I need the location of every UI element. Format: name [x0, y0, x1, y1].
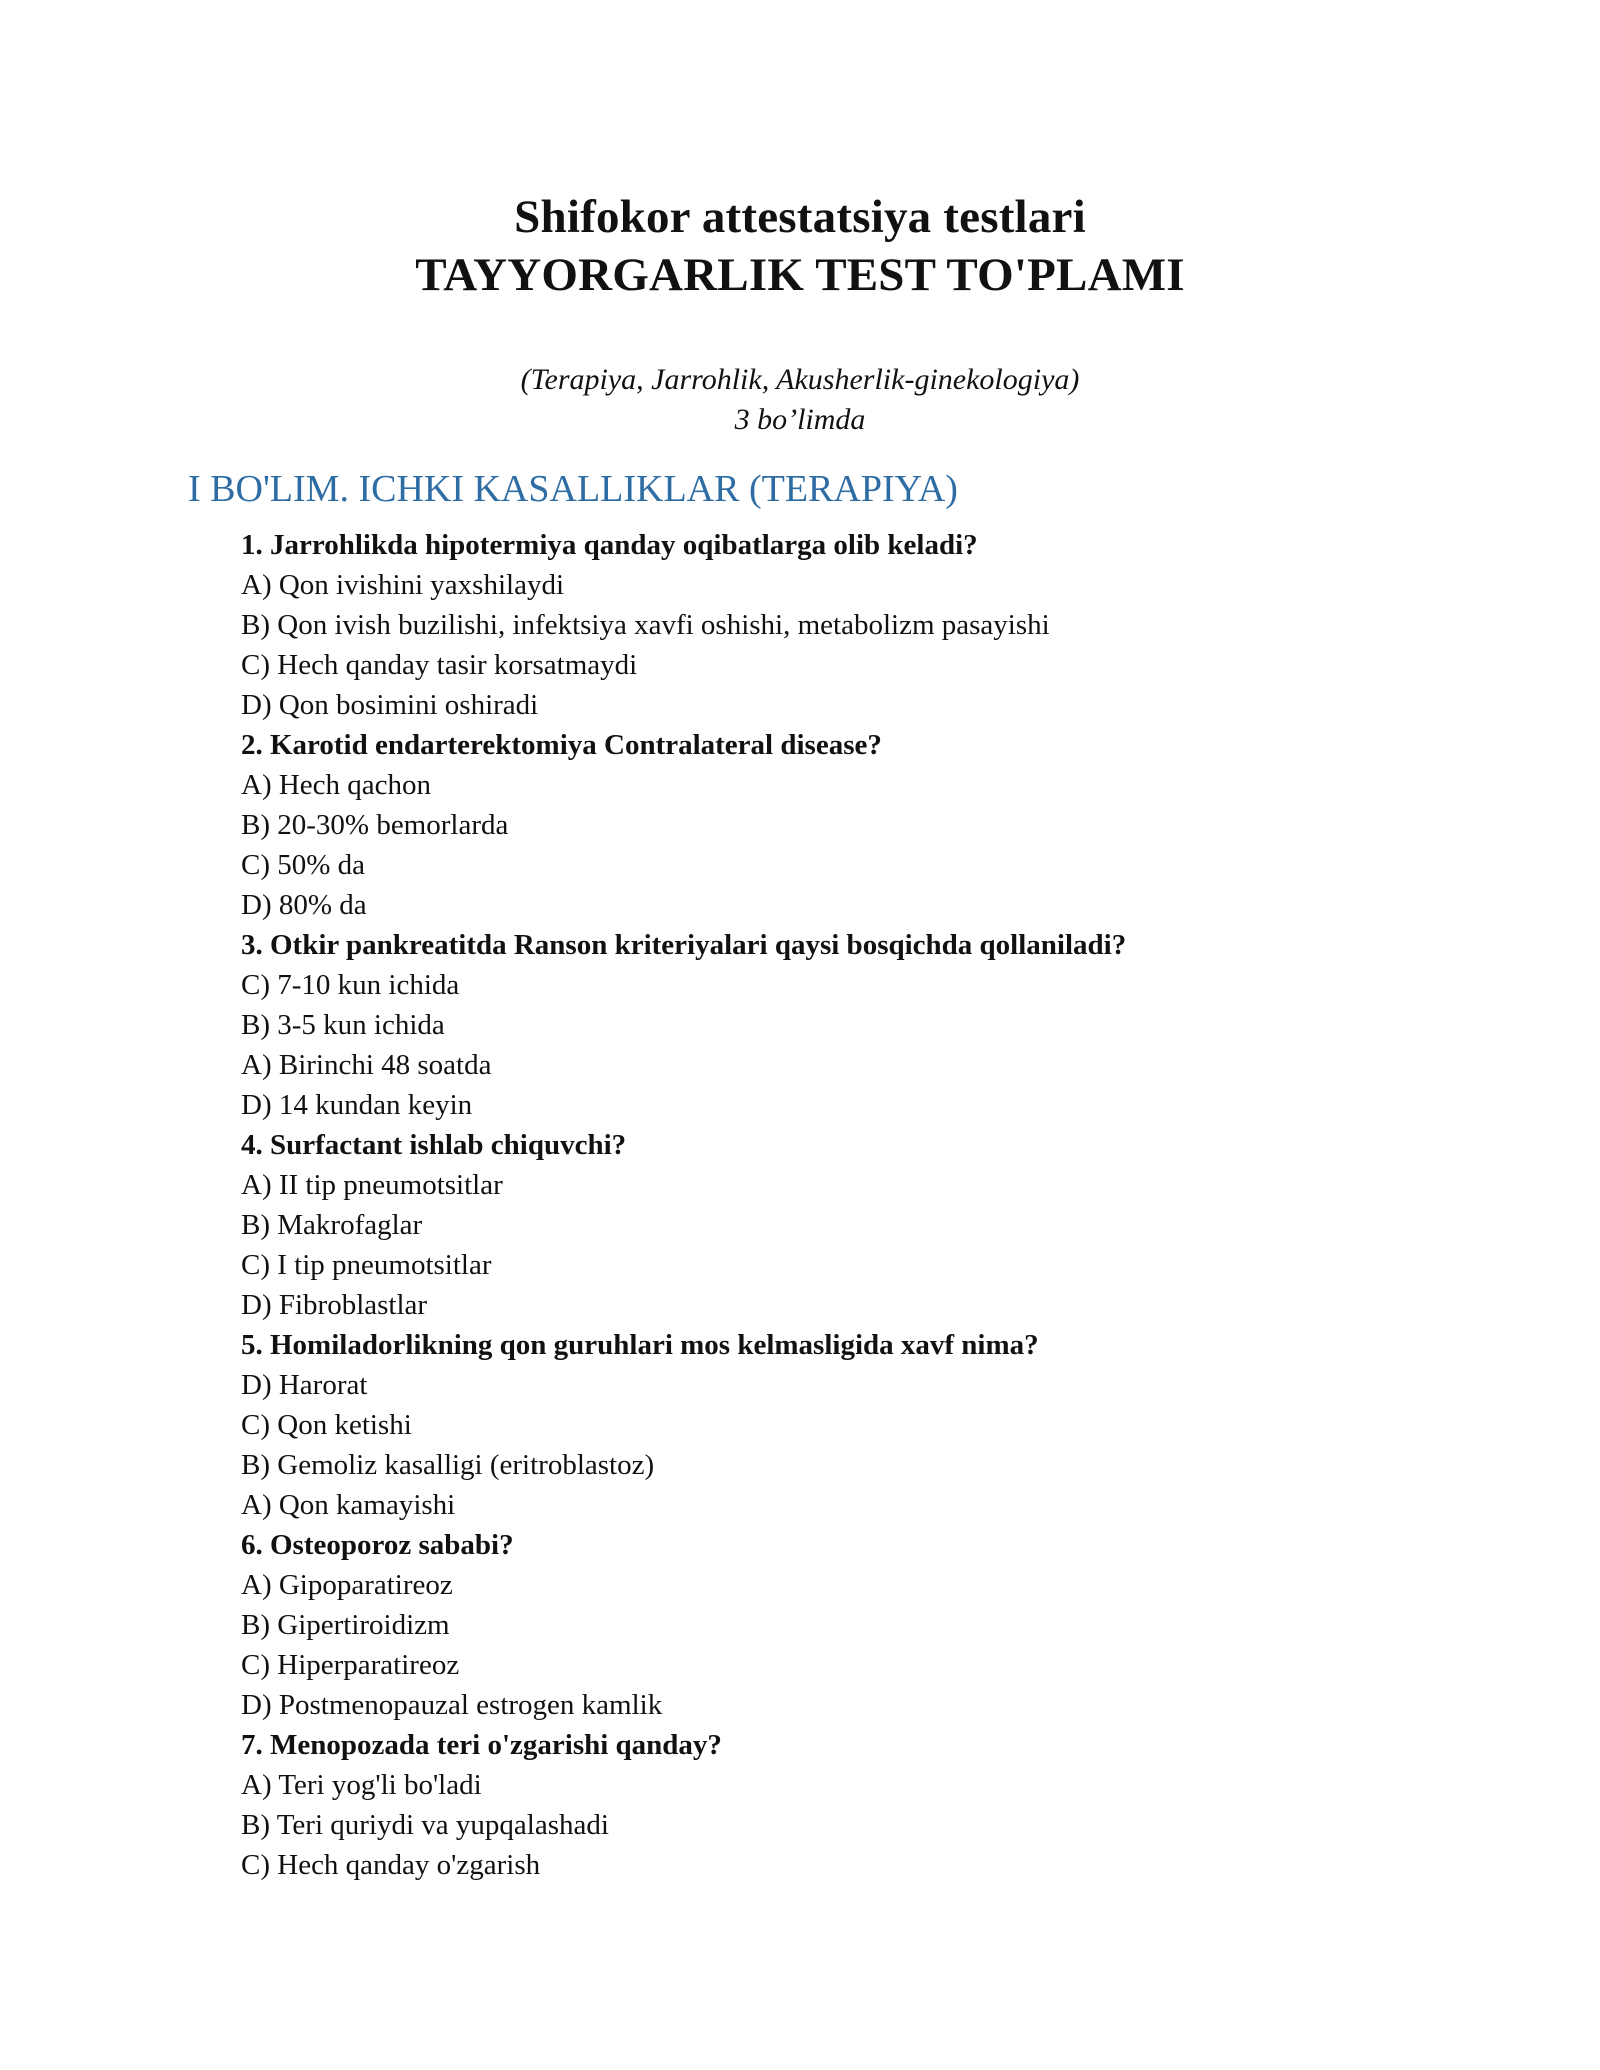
subject-list: (Terapiya, Jarrohlik, Akusherlik-ginekologiya): [520, 363, 1080, 396]
title-block: [0, 188, 1600, 304]
answer-option: C) I tip pneumotsitlar: [241, 1249, 492, 1281]
answer-option: C) Hiperparatireoz: [241, 1649, 460, 1681]
answer-option: B) Gemoliz kasalligi (eritroblastoz): [241, 1449, 655, 1481]
question-text: 5. Homiladorlikning qon guruhlari mos kelmasligida xavf nima?: [241, 1329, 1039, 1361]
question-text: 4. Surfactant ishlab chiquvchi?: [241, 1129, 627, 1161]
question-text: 3. Otkir pankreatitda Ranson kriteriyalari qaysi bosqichda qollaniladi?: [241, 929, 1127, 961]
answer-option: A) II tip pneumotsitlar: [241, 1169, 503, 1201]
answer-option: A) Teri yog'li bo'ladi: [241, 1769, 482, 1801]
answer-option: C) Qon ketishi: [241, 1409, 412, 1441]
question-text: 7. Menopozada teri o'zgarishi qanday?: [241, 1729, 722, 1761]
answer-option: C) 50% da: [241, 849, 366, 881]
section-count: 3 bo’limda: [734, 403, 866, 436]
document-title: Shifokor attestatsiya testlari: [514, 191, 1086, 243]
question-list: [241, 525, 1501, 1885]
answer-option: D) 80% da: [241, 889, 367, 921]
answer-option: C) 7-10 kun ichida: [241, 969, 460, 1001]
answer-option: D) Postmenopauzal estrogen kamlik: [241, 1689, 663, 1721]
answer-option: A) Hech qachon: [241, 769, 432, 801]
answer-option: B) Gipertiroidizm: [241, 1609, 450, 1641]
answer-option: B) 3-5 kun ichida: [241, 1009, 445, 1041]
answer-option: D) 14 kundan keyin: [241, 1089, 473, 1121]
question-text: 1. Jarrohlikda hipotermiya qanday oqibatlarga olib keladi?: [241, 529, 978, 561]
section-heading: I BO'LIM. ICHKI KASALLIKLAR (TERAPIYA): [188, 468, 958, 510]
answer-option: A) Qon ivishini yaxshilaydi: [241, 569, 565, 601]
answer-option: B) 20-30% bemorlarda: [241, 809, 509, 841]
answer-option: B) Makrofaglar: [241, 1209, 423, 1241]
answer-option: D) Fibroblastlar: [241, 1289, 428, 1321]
question-text: 6. Osteoporoz sababi?: [241, 1529, 514, 1561]
question-text: 2. Karotid endarterektomiya Contralateral disease?: [241, 729, 882, 761]
answer-option: B) Qon ivish buzilishi, infektsiya xavfi oshishi, metabolizm pasayishi: [241, 609, 1050, 641]
answer-option: A) Qon kamayishi: [241, 1489, 456, 1521]
answer-option: C) Hech qanday tasir korsatmaydi: [241, 649, 638, 681]
answer-option: C) Hech qanday o'zgarish: [241, 1849, 541, 1881]
answer-option: A) Birinchi 48 soatda: [241, 1049, 492, 1081]
answer-option: B) Teri quriydi va yupqalashadi: [241, 1809, 609, 1841]
answer-option: D) Qon bosimini oshiradi: [241, 689, 539, 721]
subtitle-block: [0, 360, 1600, 440]
document-subtitle-title: TAYYORGARLIK TEST TO'PLAMI: [415, 249, 1185, 301]
answer-option: D) Harorat: [241, 1369, 368, 1401]
answer-option: A) Gipoparatireoz: [241, 1569, 453, 1601]
